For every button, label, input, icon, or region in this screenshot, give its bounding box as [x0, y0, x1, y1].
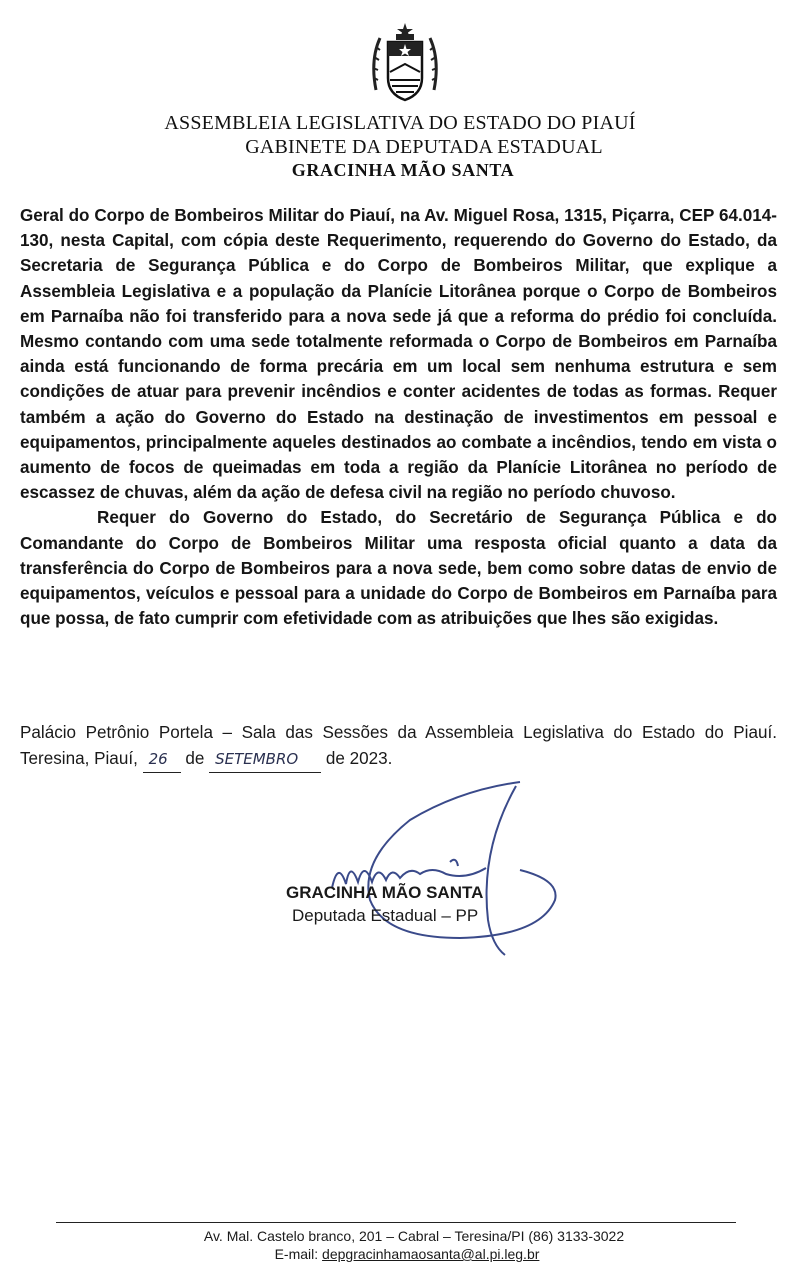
closing-de-1: de	[185, 748, 205, 768]
footer-address: Av. Mal. Castelo branco, 201 – Cabral – Teresina/PI (86) 3133-3022	[203, 1228, 625, 1244]
closing-location-date	[20, 720, 777, 773]
handwritten-day: 26	[143, 747, 181, 774]
footer-email-link[interactable]: depgracinhamaosanta@al.pi.leg.br	[322, 1246, 540, 1262]
body-paragraph-1: Geral do Corpo de Bombeiros Militar do Piauí, na Av. Miguel Rosa, 1315, Piçarra, CEP 64.014-130, nesta Capital, com cópia deste Requerimento, requerendo do Governo do Estado, da Secretaria de Segurança Pública e do Corpo de Bombeiros Militar, que explique a Assembleia Legislativa e a população da Planície Litorânea porque o Corpo de Bombeiros em Parnaíba não foi transferido para a nova sede já que a reforma do prédio foi concluída. Mesmo contando com uma sede totalmente reformada o Corpo de Bombeiros em Parnaíba ainda está funcionando de forma precária em um local sem nenhuma estrutura e sem condições de atuar para prevenir incêndios e conter acidentes de todas as formas. Requer também a ação do Governo do Estado na destinação de investimentos em pessoal e equipamentos, principalmente aqueles destinados ao combate a incêndios, tendo em vista o aumento de focos de queimadas em toda a região da Planície Litorânea no período de escassez de chuvas, além da ação de defesa civil na região no período chuvoso.	[20, 206, 777, 503]
header-institution: ASSEMBLEIA LEGISLATIVA DO ESTADO DO PIAUÍ	[164, 112, 636, 134]
state-coat-of-arms-icon	[370, 20, 440, 106]
closing-year: de 2023.	[325, 748, 393, 768]
body-paragraph-2: Requer do Governo do Estado, do Secretário de Segurança Pública e do Comandante do Corpo de Bombeiros Militar uma resposta oficial quanto a data da transferência do Corpo de Bombeiros para a nova sede, bem como sobre datas de envio de equipamentos, veículos e pessoal para a unidade do Corpo de Bombeiros em Parnaíba para que possa, de fato cumprir com efetividade com as atribuições que lhes são exigidas.	[20, 508, 777, 629]
signatory-name: GRACINHA MÃO SANTA	[286, 883, 484, 902]
footer-email-line	[0, 1246, 800, 1262]
header-office: GABINETE DA DEPUTADA ESTADUAL	[245, 136, 603, 158]
signatory-role: Deputada Estadual – PP	[292, 906, 479, 925]
footer-divider	[56, 1222, 736, 1223]
footer-email-label: E-mail:	[274, 1246, 319, 1262]
request-body	[20, 203, 777, 631]
signature-block	[220, 770, 640, 970]
handwritten-signature-icon	[220, 770, 640, 970]
closing-text: Palácio Petrônio Portela – Sala das Sessões da Assembleia Legislativa do Estado do Piauí. Teresina, Piauí,	[20, 723, 777, 768]
handwritten-month: SETEMBRO	[209, 747, 321, 774]
header-deputy-name: GRACINHA MÃO SANTA	[291, 160, 515, 180]
